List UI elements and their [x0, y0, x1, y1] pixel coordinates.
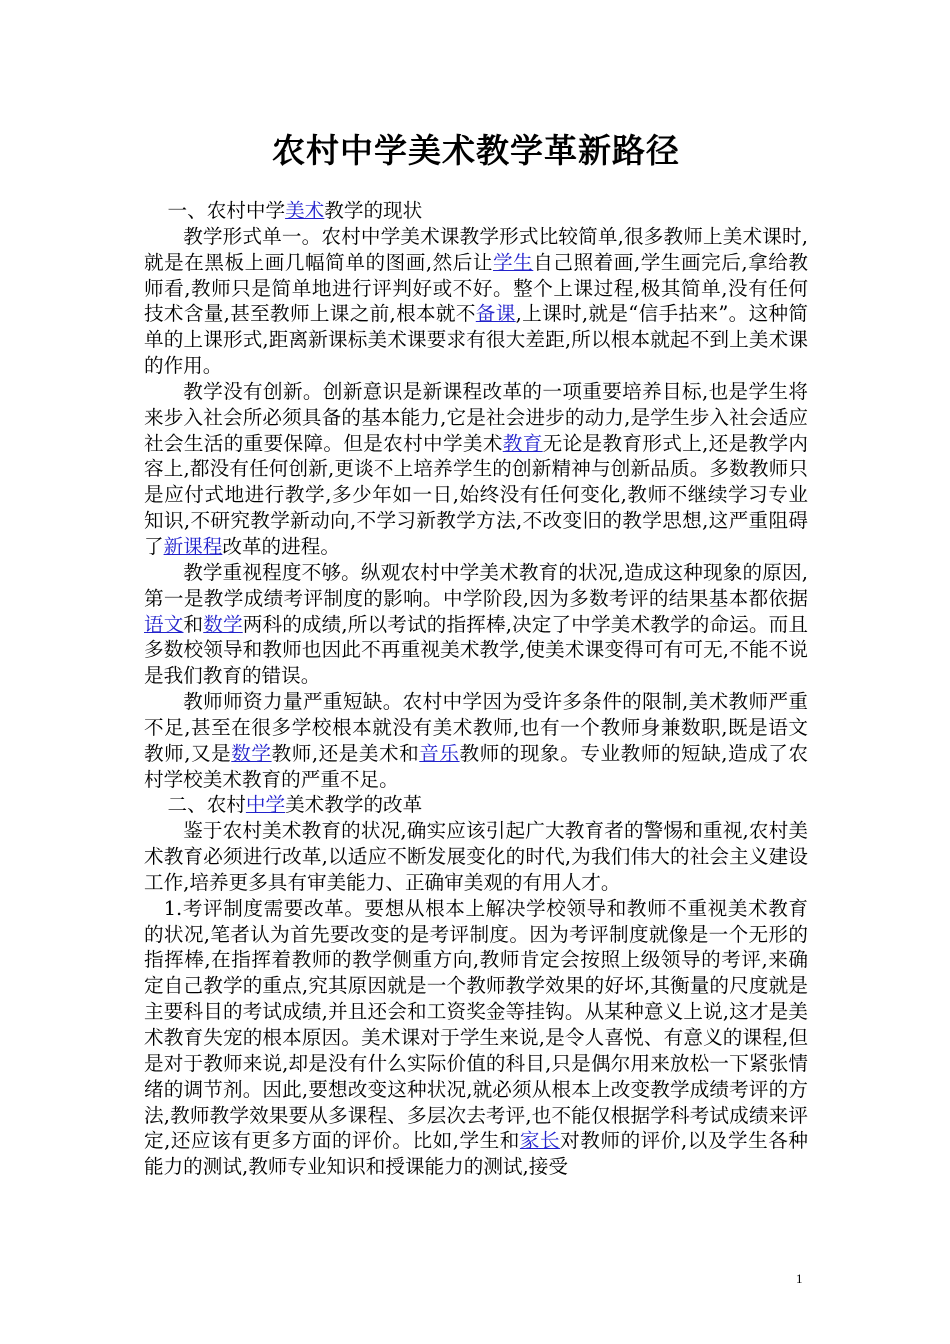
paragraph-5: 鉴于农村美术教育的状况,确实应该引起广大教育者的警惕和重视,农村美术教育必须进行改革,以适应不断发展变化的时代,为我们伟大的社会主义建设工作,培养更多具有审美能力、正确审美观的有用人才。 — [144, 819, 808, 894]
link-xinkecheng[interactable]: 新课程 — [163, 534, 223, 558]
link-jiazhang[interactable]: 家长 — [519, 1129, 561, 1153]
link-beike[interactable]: 备课 — [475, 302, 516, 326]
paragraph-text: 教学没有创新。创新意识是新课程改革的一项重要培养目标,也是学生将来步入社会所必须具备的基本能力,它是社会进步的动力,是学生步入社会适应社会生活的重要保障。但是农村中学美术 — [144, 379, 808, 455]
paragraph-text: ,上课时,就是“信手拈来”。这种简单的上课形式,距离新课标美术课要求有很大差距,所以根本就起不到上美术课的作用。 — [144, 302, 809, 378]
page-number: 1 — [796, 1271, 803, 1286]
link-zhongxue[interactable]: 中学 — [245, 793, 286, 817]
paragraph-text: 教师,还是美术和 — [271, 741, 420, 765]
link-yuwen[interactable]: 语文 — [144, 612, 184, 636]
paragraph-text: 两科的成绩,所以考试的指挥棒,决定了中学美术教学的命运。而且多数校领导和教师也因此不再重视美术教学,使美术课变得可有可无,不能不说是我们教育的错误。 — [144, 612, 809, 688]
paragraph-text: 无论是教育形式上,还是教学内容上,都没有任何创新,更谈不上培养学生的创新精神与创新品质。多数教师只是应付式地进行教学,多少年如一日,始终没有任何变化,教师不继续学习专业知识,不研究教学新动向,不学习新教学方法,不改变旧的教学思想,这严重阻碍了 — [144, 431, 809, 558]
document-title: 农村中学美术教学革新路径 — [272, 131, 680, 170]
paragraph-text: 改革的进程。 — [222, 534, 340, 558]
link-jiaoyu[interactable]: 教育 — [502, 431, 543, 455]
paragraph-text: 和 — [183, 612, 204, 636]
link-shuxue-2[interactable]: 数学 — [231, 741, 272, 765]
heading-text: 美术教学的改革 — [285, 793, 423, 817]
paragraph-text: 教学重视程度不够。纵观农村中学美术教育的状况,造成这种现象的原因,第一是教学成绩考评制度的影响。中学阶段,因为多数考评的结果基本都依据 — [144, 560, 808, 610]
paragraph-text: 教师的现象。专业教师的短缺,造成了农村学校美术教育的严重不足。 — [144, 741, 809, 791]
section-heading-2 — [144, 792, 808, 818]
paragraph-2 — [144, 379, 808, 560]
paragraph-text: 教师师资力量严重短缺。农村中学因为受许多条件的限制,美术教师严重不足,甚至在很多学校根本就没有美术教师,也有一个教师身兼数职,既是语文教师,又是 — [144, 690, 808, 765]
paragraph-text: 教学形式单一。农村中学美术课教学形式比较简单,很多教师上美术课时,就是在黑板上画几幅简单的图画,然后让 — [144, 224, 808, 274]
link-xuesheng[interactable]: 学生 — [493, 250, 534, 274]
link-shuxue[interactable]: 数学 — [203, 612, 243, 636]
paragraph-text: 自己照着画,学生画完后,拿给教师看,教师只是简单地进行评判好或不好。整个上课过程,极其简单,没有任何技术含量,甚至教师上课之前,根本就不 — [144, 250, 808, 326]
document-body — [144, 198, 808, 1180]
paragraph-text: 对教师的评价,以及学生各种能力的测试,教师专业知识和授课能力的测试,接受 — [144, 1129, 808, 1179]
section-heading-1 — [144, 198, 808, 224]
paragraph-6 — [144, 896, 808, 1180]
heading-text: 一、农村中学 — [167, 199, 286, 222]
heading-text: 二、农村 — [167, 793, 246, 817]
paragraph-3 — [144, 560, 808, 689]
link-meishu[interactable]: 美术 — [285, 199, 325, 222]
paragraph-text: 1.考评制度需要改革。要想从根本上解决学校领导和教师不重视美术教育的状况,笔者认为首先要改变的是考评制度。因为考评制度就像是一个无形的指挥棒,在指挥着教师的教学侧重方向,教师肯定会按照上级领导的考评,来确定自己教学的重点,究其原因就是一个教师教学效果的好坏,其衡量的尺度就是主要科目的考试成绩,并且还会和工资奖金等挂钩。从某种意义上说,这才是美术教育失宠的根本原因。美术课对于学生来说,是令人喜悦、有意义的课程,但是对于教师来说,却是没有什么实际价值的科目,只是偶尔用来放松一下紧张情绪的调节剂。因此,要想改变这种状况,就必须从根本上改变教学成绩考评的方法,教师教学效果要从多课程、多层次去考评,也不能仅根据学科考试成绩来评定,还应该有更多方面的评价。比如,学生和 — [144, 896, 808, 1153]
paragraph-1 — [144, 224, 808, 379]
heading-text: 教学的现状 — [324, 199, 423, 222]
link-yinyue[interactable]: 音乐 — [419, 741, 460, 765]
paragraph-4 — [144, 689, 808, 792]
